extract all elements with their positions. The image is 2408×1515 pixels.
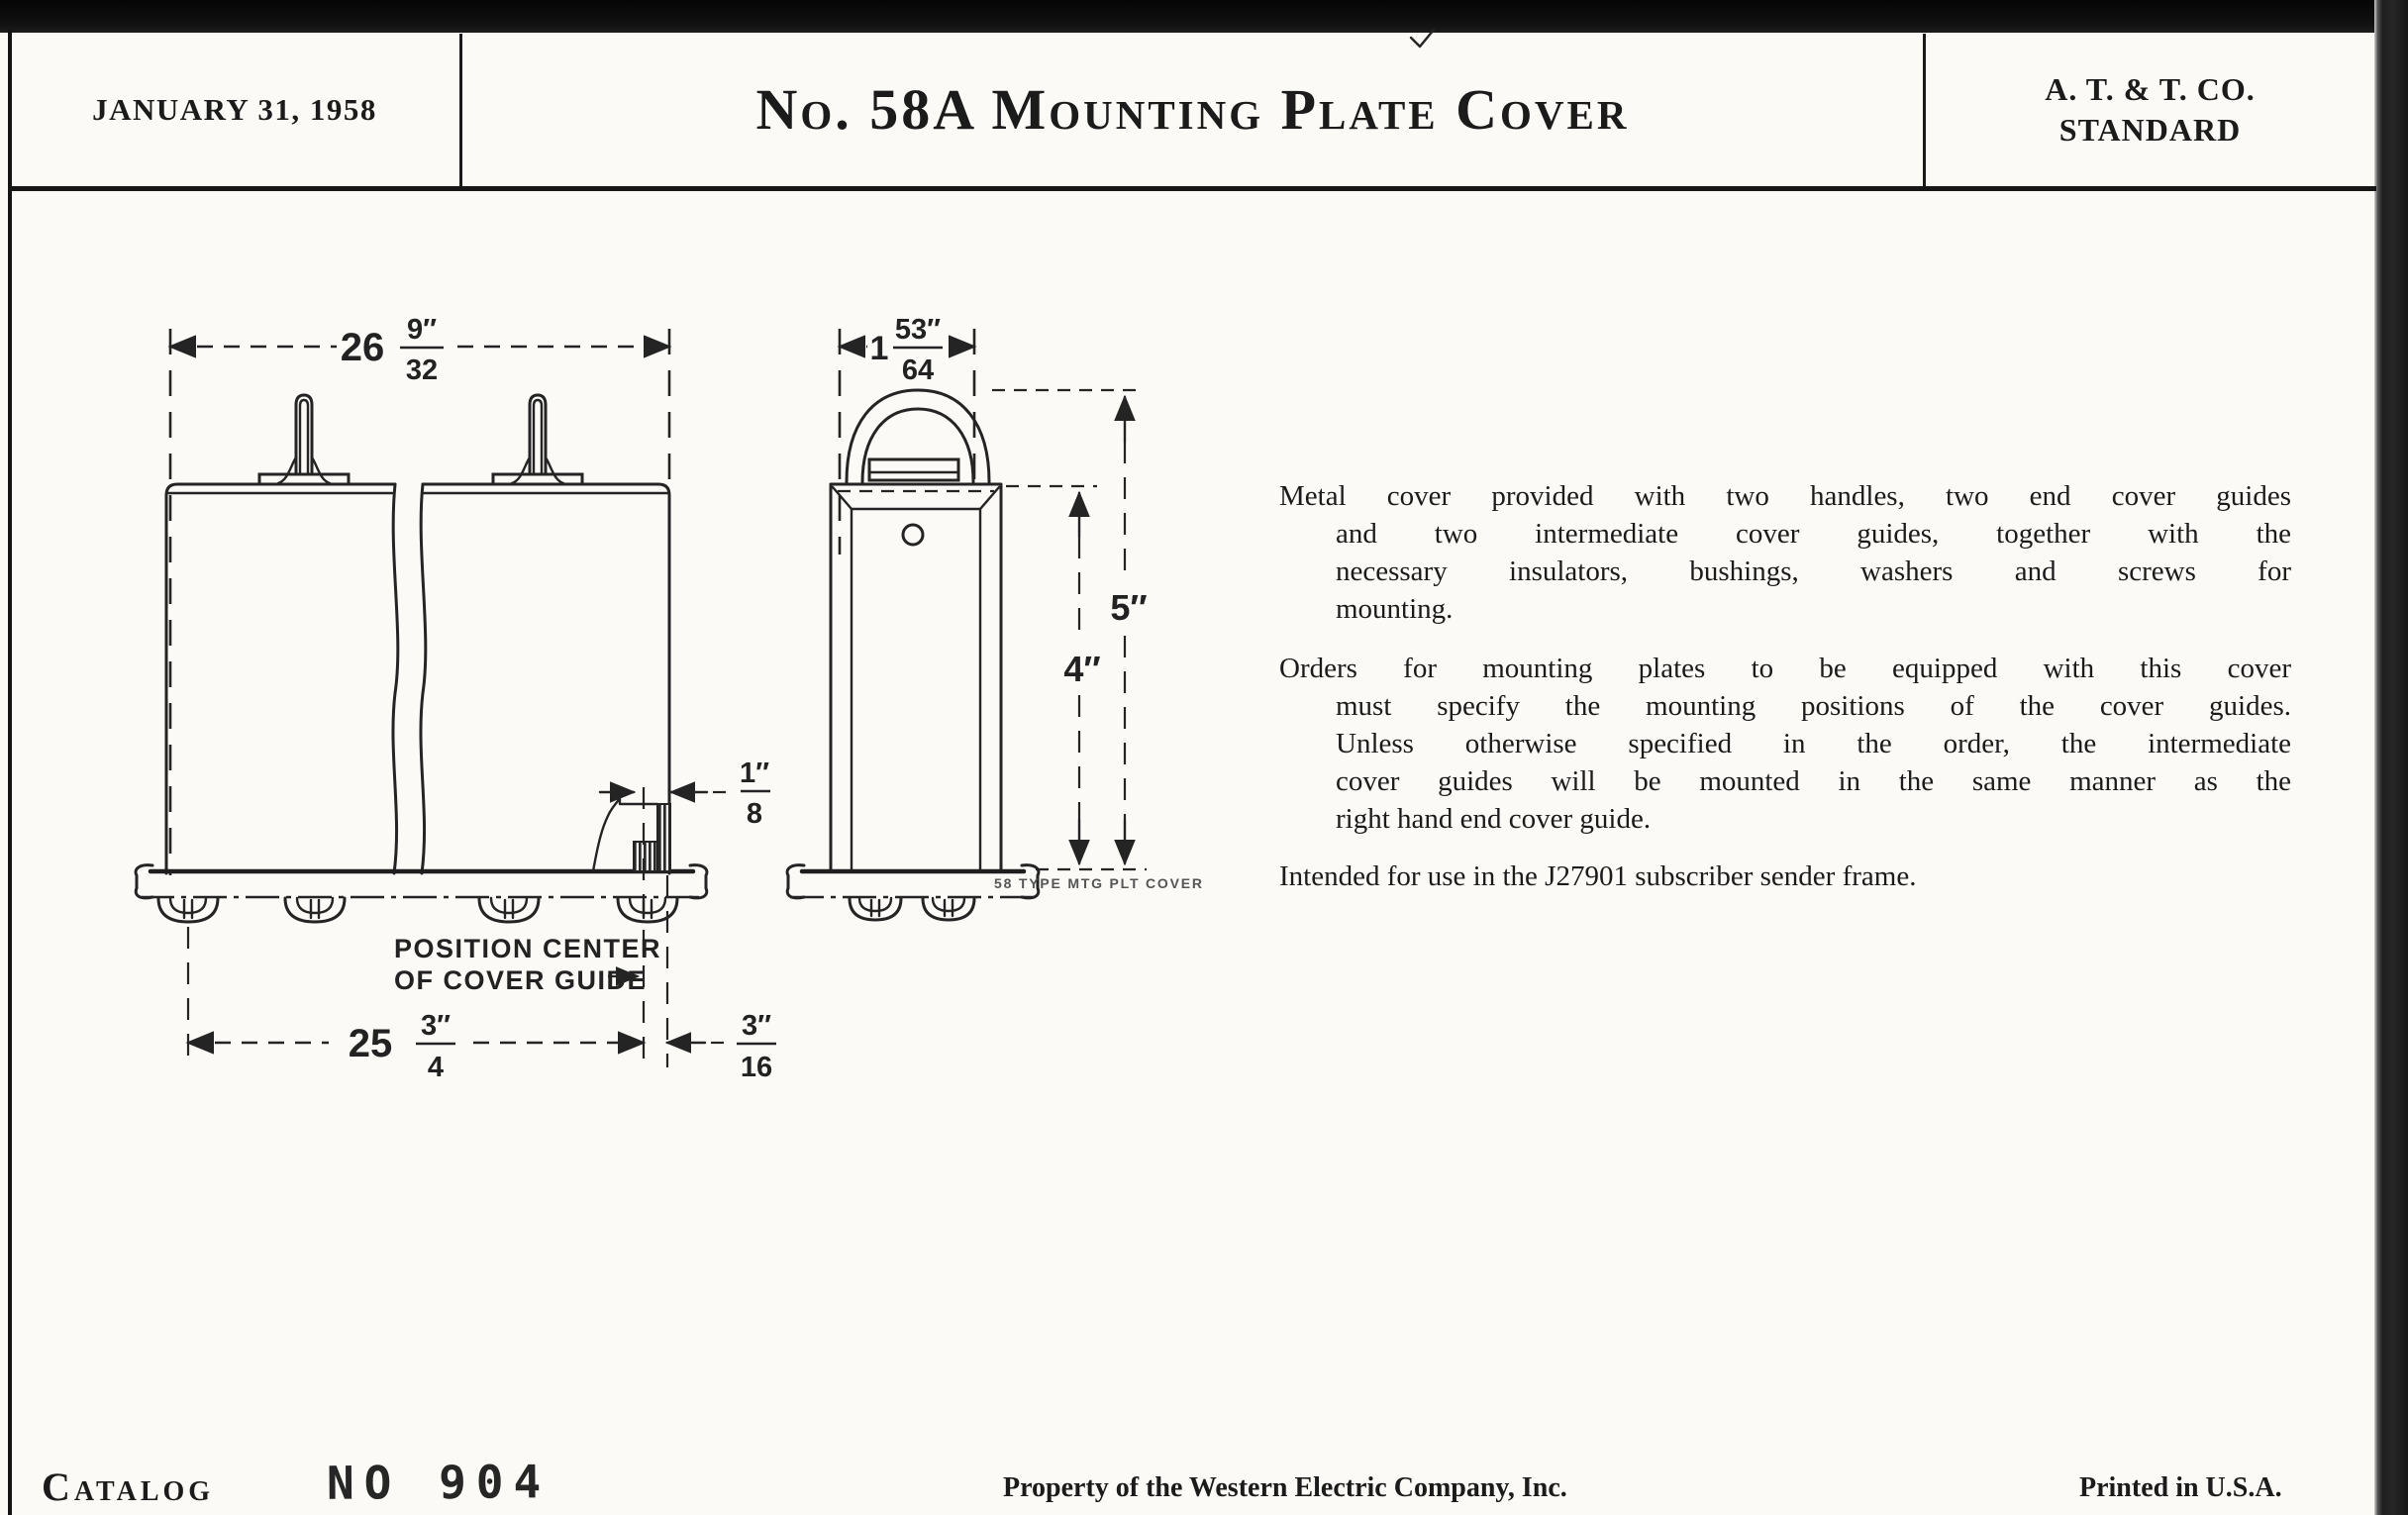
dim-25-numerator: 3″ [420,1010,452,1042]
cover-guide-detail [593,798,670,871]
dim-eighth-numerator: 1″ [739,758,770,789]
description-line: must specify the mounting positions of the cover guides. [1336,690,2291,722]
height-dimension-5 [992,390,1148,869]
dim-153-numerator: 53″ [894,314,942,346]
description-line: Intended for use in the J27901 subscriber sender frame. [1279,860,1917,892]
dim-316-numerator: 3″ [741,1010,772,1042]
side-width-dimension [840,314,974,555]
property-notice: Property of the Western Electric Company, Inc. [1003,1472,1567,1503]
printed-in-usa: Printed in U.S.A. [2079,1472,2282,1503]
handle-left [259,395,349,484]
description-line: Orders for mounting plates to be equipped with this cover [1279,653,2291,684]
standard-mark-line2: STANDARD [2058,111,2242,148]
description-line: Metal cover provided with two handles, two end cover guides [1279,480,2291,512]
dim-25-whole: 25 [348,1022,393,1065]
page-title: No. 58A Mounting Plate Cover [755,77,1630,142]
note-line2: OF COVER GUIDE [394,965,648,995]
description-paragraph-1 [1279,477,2291,628]
mounting-plate-front [136,865,707,898]
front-width-dimension [170,314,669,875]
height-dimension-4 [1006,486,1101,863]
catalog-number-stamp: NO 904 [326,1455,552,1510]
description-line: cover guides will be mounted in the same manner as the [1336,765,2291,797]
d-ring-handle [847,390,989,482]
dim-25-denominator: 4 [427,1052,445,1083]
position-center-note [394,934,661,995]
dim-153-denominator: 64 [901,354,935,386]
screw-hole [903,525,923,545]
mounting-plate-side [787,865,1039,920]
issue-date: JANUARY 31, 1958 [92,91,377,127]
guide-thickness-dimension [600,758,770,830]
front-view-drawing [136,314,776,1083]
description-line: right hand end cover guide. [1336,803,1652,835]
description-line: Unless otherwise specified in the order, the intermediate [1336,728,2291,759]
handle-right [493,395,582,484]
cover-body-front [166,484,669,873]
side-view-caption: 58 TYPE MTG PLT COVER [994,875,1204,891]
description-line: necessary insulators, bushings, washers and screws for [1336,556,2291,587]
dim-eighth-denominator: 8 [746,798,763,830]
description-line: and two intermediate cover guides, together with the [1336,518,2291,550]
description-paragraph-2 [1279,650,2291,838]
dim-316-denominator: 16 [740,1052,773,1083]
dim-26-whole: 26 [340,326,385,369]
description-line: mounting. [1336,593,1454,625]
side-view-drawing [787,314,1204,920]
dim-4in-label: 4″ [1063,649,1101,689]
scan-checkmark-artifact [1411,30,1434,47]
dim-26-numerator: 9″ [406,314,438,346]
dim-5in-label: 5″ [1110,587,1148,628]
cover-body-side [831,484,1001,871]
dim-26-denominator: 32 [405,354,439,386]
standard-mark-line1: A. T. & T. CO. [2045,70,2256,107]
plate-screws-front [158,898,677,922]
note-line1: POSITION CENTER [394,934,662,963]
catalog-label: Catalog [42,1464,215,1509]
description-paragraph-3 [1279,858,2291,895]
dim-153-whole: 1 [869,330,889,367]
